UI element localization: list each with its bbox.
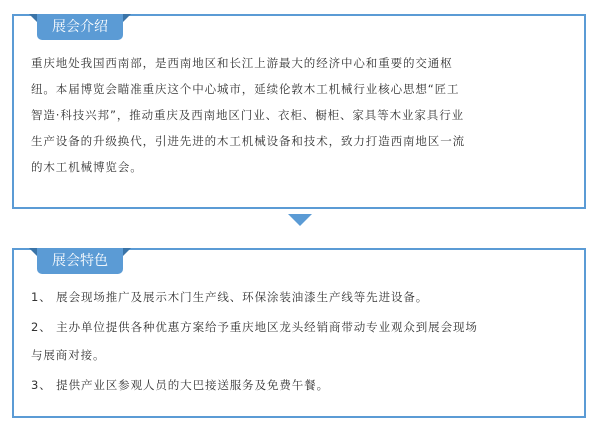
feature-item: 2、 主办单位提供各种优惠方案给予重庆地区龙头经销商带动专业观众到展会现场 <box>31 320 478 334</box>
feature-item: 3、 提供产业区参观人员的大巴接送服务及免费午餐。 <box>31 378 329 392</box>
intro-line: 重庆地处我国西南部，是西南地区和长江上游最大的经济中心和重要的交通枢 <box>31 56 453 70</box>
intro-title: 展会介绍 <box>37 14 123 40</box>
intro-panel <box>12 14 586 209</box>
intro-line: 的木工机械博览会。 <box>31 160 143 174</box>
intro-text <box>31 50 566 180</box>
features-panel <box>12 248 586 418</box>
features-title: 展会特色 <box>37 248 123 274</box>
intro-line: 纽。本届博览会瞄准重庆这个中心城市，延续伦敦木工机械行业核心思想“匠工 <box>31 82 460 96</box>
down-arrow-icon <box>288 214 312 226</box>
feature-item: 1、 展会现场推广及展示木门生产线、环保涂装油漆生产线等先进设备。 <box>31 290 429 304</box>
intro-line: 生产设备的升级换代，引进先进的木工机械设备和技术，致力打造西南地区一流 <box>31 134 465 148</box>
feature-item-continued: 与展商对接。 <box>31 348 106 362</box>
intro-line: 智造·科技兴邦”，推动重庆及西南地区门业、衣柜、橱柜、家具等木业家具行业 <box>31 108 465 122</box>
